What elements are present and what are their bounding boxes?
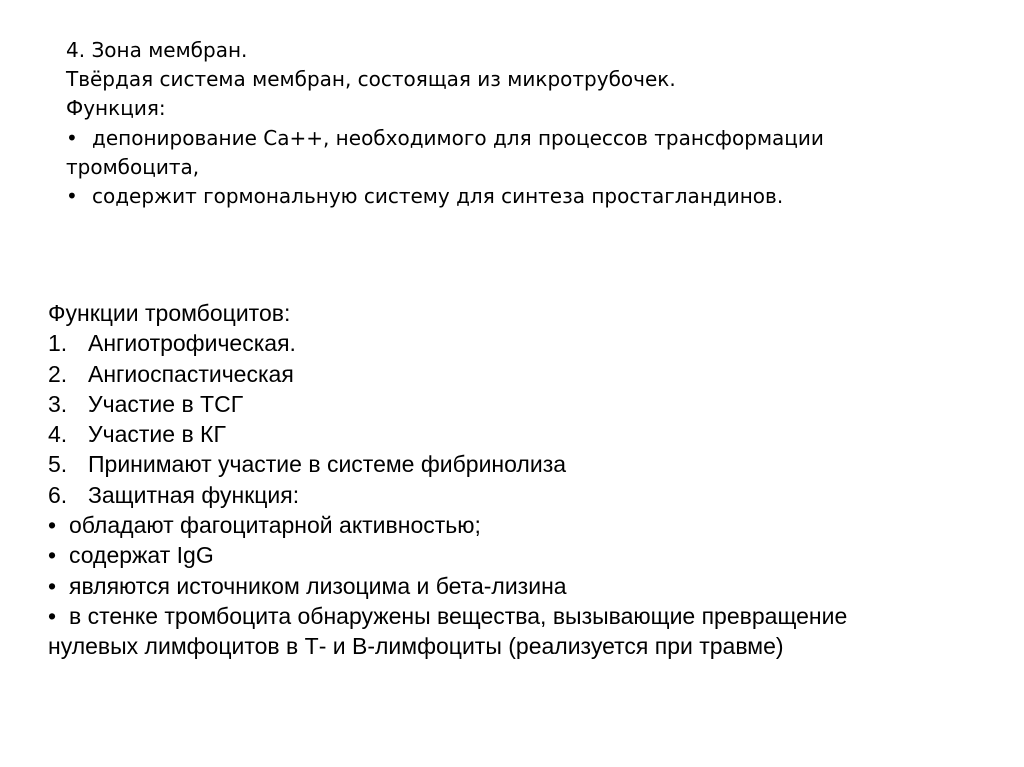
membrane-zone-bullet bbox=[66, 124, 966, 153]
list-item-number: 6. bbox=[48, 481, 68, 508]
list-item-number: 1. bbox=[48, 330, 68, 357]
membrane-zone-bullet bbox=[66, 182, 966, 211]
list-item-number: 4. bbox=[48, 421, 68, 448]
membrane-zone-function-label: Функция: bbox=[66, 96, 166, 121]
bullet-text: обладают фагоцитарной активностью; bbox=[69, 512, 481, 539]
list-item-number: 3. bbox=[48, 390, 68, 417]
bullet-text: содержат IgG bbox=[69, 542, 214, 569]
bullet-item bbox=[48, 571, 1008, 601]
bullet-text: в стенке тромбоцита обнаружены вещества, вызывающие превращение bbox=[69, 602, 848, 629]
list-item-text: Защитная функция: bbox=[88, 481, 300, 508]
list-item bbox=[48, 419, 1008, 449]
list-item-number: 5. bbox=[48, 451, 68, 478]
list-item bbox=[48, 389, 1008, 419]
bullet-text: являются источником лизоцима и бета-лизина bbox=[69, 572, 567, 599]
bullet-icon: • bbox=[48, 602, 57, 629]
bullet-icon: • bbox=[66, 125, 78, 150]
list-item-text: Ангиоспастическая bbox=[88, 360, 294, 387]
membrane-zone-heading: 4. Зона мембран. bbox=[66, 38, 248, 62]
bullet-icon: • bbox=[66, 184, 78, 209]
bullet-icon: • bbox=[48, 572, 57, 599]
list-item-text: Принимают участие в системе фибринолиза bbox=[88, 451, 567, 478]
bullet-item bbox=[48, 601, 1008, 631]
membrane-zone-bullet-continuation: тромбоцита, bbox=[66, 154, 200, 179]
list-item-text: Участие в КГ bbox=[88, 421, 226, 448]
bullet-text: депонирование Са++, необходимого для процессов трансформации bbox=[92, 125, 824, 150]
list-item bbox=[48, 449, 1008, 479]
bullet-icon: • bbox=[48, 542, 57, 569]
platelet-functions-section bbox=[48, 298, 1008, 662]
bullet-item bbox=[48, 510, 1008, 540]
bullet-icon: • bbox=[48, 512, 57, 539]
platelet-functions-heading: Функции тромбоцитов: bbox=[48, 300, 291, 326]
list-item bbox=[48, 359, 1008, 389]
membrane-zone-section bbox=[66, 36, 966, 211]
bullet-text: содержит гормональную систему для синтеза простагландинов. bbox=[92, 184, 784, 209]
bullet-item-continuation: нулевых лимфоцитов в Т- и В-лимфоциты (реализуется при травме) bbox=[48, 633, 784, 660]
list-item-number: 2. bbox=[48, 360, 68, 387]
bullet-item bbox=[48, 540, 1008, 570]
membrane-zone-description: Твёрдая система мембран, состоящая из микротрубочек. bbox=[66, 67, 676, 92]
list-item-text: Ангиотрофическая. bbox=[88, 330, 296, 357]
list-item-text: Участие в ТСГ bbox=[88, 390, 244, 417]
list-item bbox=[48, 480, 1008, 510]
list-item bbox=[48, 328, 1008, 358]
